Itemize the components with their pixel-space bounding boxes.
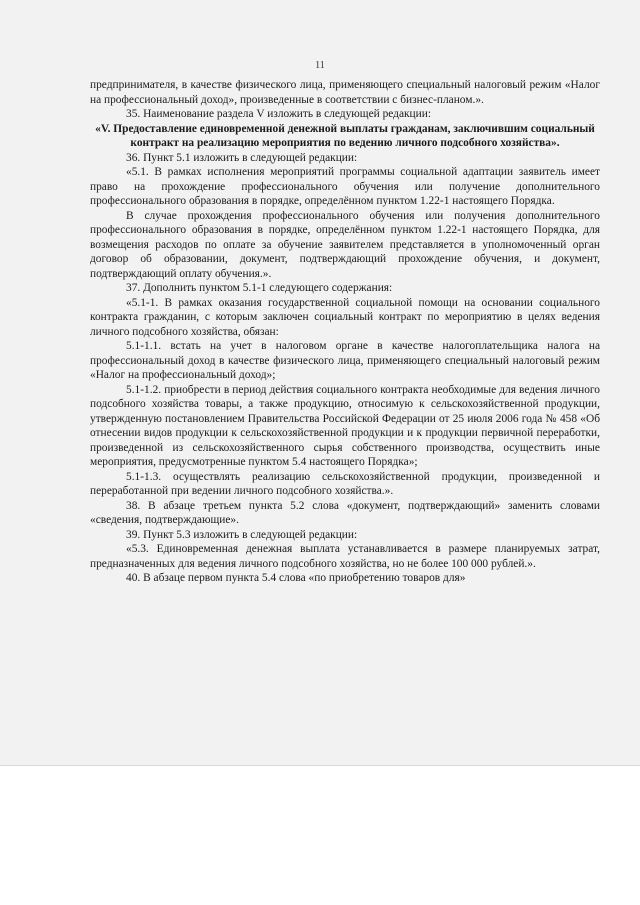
section-heading: «V. Предоставление единовременной денежной выплаты гражданам, заключившим социальный контракт на реализацию мероприятия по ведению личного подсобного хозяйства». <box>95 122 595 149</box>
page-number: 11 <box>315 60 325 71</box>
paragraph: 5.1-1.1. встать на учет в налоговом органе в качестве налогоплательщика налога на профессиональный доход в качестве физического лица, применяющего специальный налоговый режим «Налог на профессиональный доход»; <box>90 340 600 381</box>
paragraph: В случае прохождения профессионального обучения или получения дополнительного профессионального образования в порядке, определённом пунктом 1.22-1 настоящего Порядка, для возмещения расходов по оплате за обучение заявителем представляется в уполномоченный орган договор об образовании, документ, подтверждающий прохождение обучения, и документ, подтверждающий оплату обучения.». <box>90 209 600 280</box>
paragraph: «5.1-1. В рамках оказания государственной социальной помощи на основании социального контракта гражданин, с которым заключен социальный контракт по мероприятию в целях ведения личного подсобного хозяйства, обязан: <box>90 296 600 338</box>
document-body <box>90 78 600 586</box>
paragraph: «5.3. Единовременная денежная выплата устанавливается в размере планируемых затрат, предназначенных для ведения личного подсобного хозяйства, но не более 100 000 рублей.». <box>90 543 600 570</box>
paragraph: 5.1-1.2. приобрести в период действия социального контракта необходимые для ведения личного подсобного хозяйства товары, а также продукцию, относимую к сельскохозяйственной продукции, утвержденную постановлением Правительства Российской Федерации от 25 июля 2006 года № 458 «Об отнесении видов продукции к сельскохозяйственной продукции и к продукции первичной переработки, произведенной из сельскохозяйственного сырья собственного производства, осуществить иные мероприятия, предусмотренные пунктом 5.4 настоящего Порядка»; <box>90 383 600 468</box>
paragraph: 40. В абзаце первом пункта 5.4 слова «по приобретению товаров для» <box>126 572 466 584</box>
paragraph: 36. Пункт 5.1 изложить в следующей редакции: <box>126 151 358 164</box>
paragraph: 35. Наименование раздела V изложить в следующей редакции: <box>126 108 432 120</box>
paragraph: 38. В абзаце третьем пункта 5.2 слова «документ, подтверждающий» заменить словами «сведения, подтверждающие». <box>90 499 600 526</box>
paragraph: «5.1. В рамках исполнения мероприятий программы социальной адаптации заявитель имеет право на прохождение профессионального обучения или получение дополнительного профессионального образования в порядке, определённом пунктом 1.22-1 настоящего Порядка. <box>90 166 600 207</box>
paragraph: 39. Пункт 5.3 изложить в следующей редакции: <box>126 528 358 541</box>
paragraph: предпринимателя, в качестве физического лица, применяющего специальный налоговый режим «Налог на профессиональный доход», произведенные в соответствии с бизнес-планом.». <box>90 79 600 106</box>
paragraph: 37. Дополнить пунктом 5.1-1 следующего содержания: <box>126 282 393 294</box>
paragraph: 5.1-1.3. осуществлять реализацию сельскохозяйственной продукции, произведенной и переработанной при ведении личного подсобного хозяйства.». <box>90 470 600 497</box>
